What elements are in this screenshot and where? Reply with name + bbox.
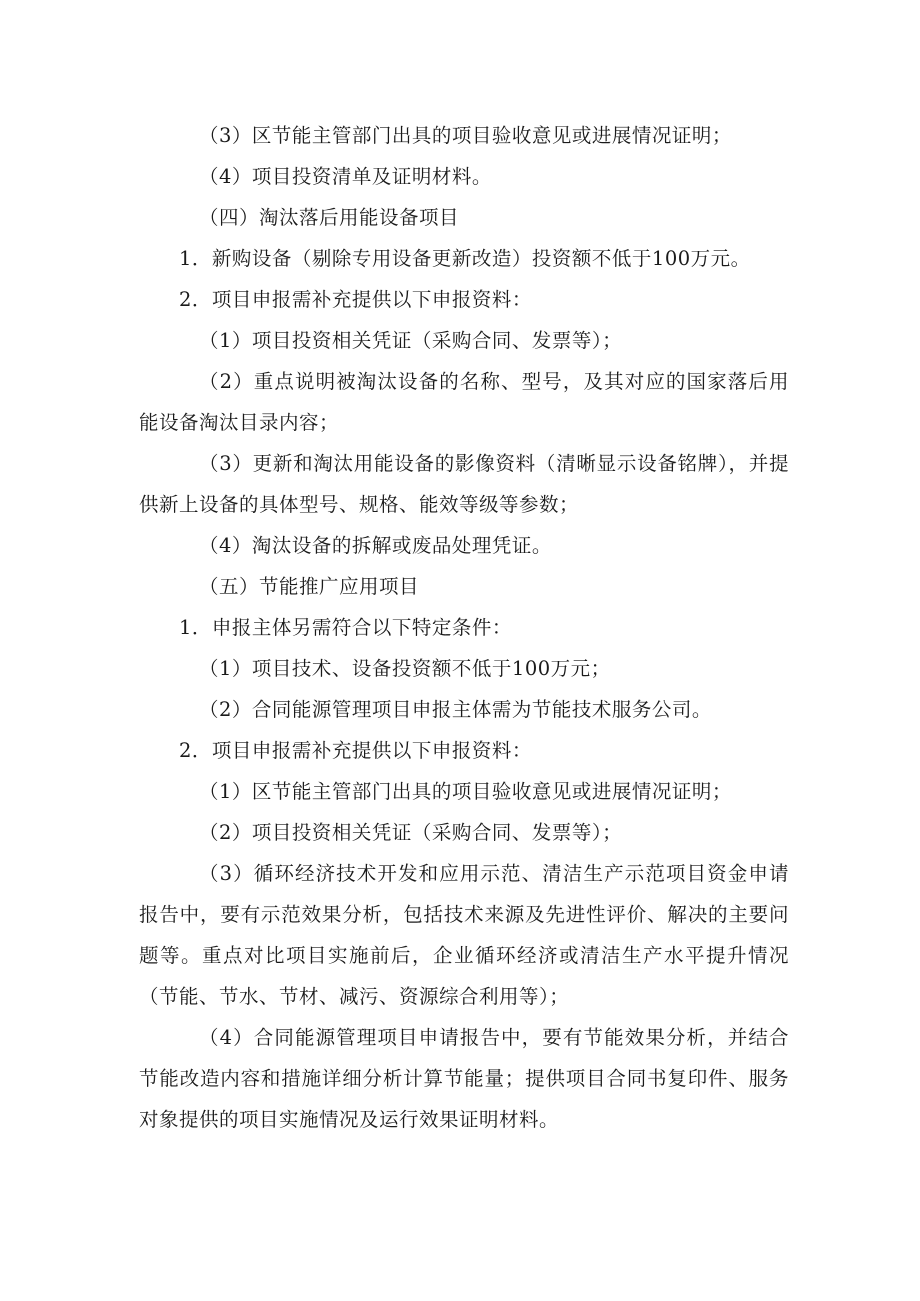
paragraph-item-2-eliminated-equipment: （2）重点说明被淘汰设备的名称、型号，及其对应的国家落后用能设备淘汰目录内容； xyxy=(139,370,789,434)
paragraph-item-4-dismantling: （4）淘汰设备的拆解或废品处理凭证。 xyxy=(199,534,552,557)
paragraph-item-3-image-materials: （3）更新和淘汰用能设备的影像资料（清晰显示设备铭牌），并提供新上设备的具体型号、规格、能效等级等参数； xyxy=(139,452,789,516)
paragraph-item-2-vouchers: （2）项目投资相关凭证（采购合同、发票等）； xyxy=(199,821,623,844)
paragraph-point-1: 1．新购设备（剔除专用设备更新改造）投资额不低于100万元。 xyxy=(179,247,751,270)
paragraph-item-3-acceptance: （3）区节能主管部门出具的项目验收意见或进展情况证明； xyxy=(199,124,732,147)
paragraph-item-1-investment-amount: （1）项目技术、设备投资额不低于100万元； xyxy=(199,657,611,680)
paragraph-item-1-acceptance: （1）区节能主管部门出具的项目验收意见或进展情况证明； xyxy=(199,780,732,803)
paragraph-item-4-investment-list: （4）项目投资清单及证明材料。 xyxy=(199,165,492,188)
paragraph-point-1-conditions: 1．申报主体另需符合以下特定条件： xyxy=(179,616,512,639)
paragraph-point-2: 2．项目申报需补充提供以下申报资料： xyxy=(179,288,532,311)
paragraph-item-1-vouchers: （1）项目投资相关凭证（采购合同、发票等）； xyxy=(199,329,623,352)
document-body xyxy=(139,115,789,1140)
paragraph-point-2-materials: 2．项目申报需补充提供以下申报资料： xyxy=(179,739,532,762)
section-heading-4: （四）淘汰落后用能设备项目 xyxy=(199,206,460,229)
paragraph-item-2-service-company: （2）合同能源管理项目申报主体需为节能技术服务公司。 xyxy=(199,698,712,721)
paragraph-item-3-circular-economy: （3）循环经济技术开发和应用示范、清洁生产示范项目资金申请报告中，要有示范效果分析，包括技术来源及先进性评价、解决的主要问题等。重点对比项目实施前后，企业循环经济或清洁生产水平提升情况（节能、节水、节材、减污、资源综合利用等）； xyxy=(139,862,789,1008)
section-heading-5: （五）节能推广应用项目 xyxy=(199,575,420,598)
paragraph-item-4-energy-management: （4）合同能源管理项目申请报告中，要有节能效果分析，并结合节能改造内容和措施详细分析计算节能量；提供项目合同书复印件、服务对象提供的项目实施情况及运行效果证明材料。 xyxy=(139,1026,789,1131)
